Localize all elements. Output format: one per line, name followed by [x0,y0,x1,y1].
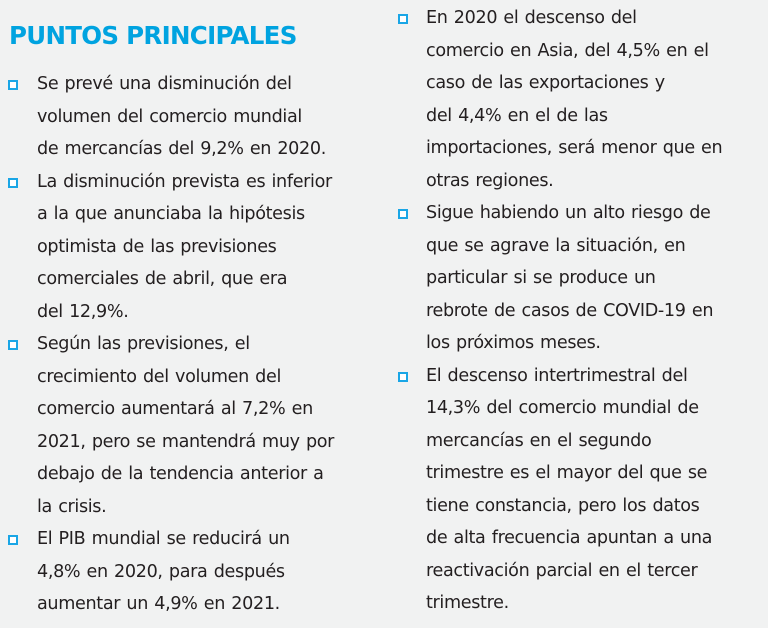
bullet-item [0,328,377,523]
bullet-line: aumentar un 4,9% en 2021. [37,594,280,614]
bullet-line: trimestre es el mayor del que se [426,463,708,483]
bullet-line: 4,8% en 2020, para después [37,561,285,582]
square-bullet-icon [8,178,18,188]
bullet-line: comercio en Asia, del 4,5% en el [426,40,709,61]
bullet-line: optimista de las previsiones [37,236,277,257]
square-bullet-icon [398,372,408,382]
square-bullet-icon [8,80,18,90]
bullet-item [392,197,766,360]
bullet-line: Se prevé una disminución del [37,74,292,94]
right-bullet-list [392,2,768,620]
bullet-item [392,360,766,620]
bullet-line: otras regiones. [426,170,554,191]
bullet-line: del 12,9%. [37,301,129,322]
bullet-line: volumen del comercio mundial [37,106,302,127]
bullet-line: que se agrave la situación, en [426,235,686,256]
bullet-line: tiene constancia, pero los datos [426,495,700,516]
bullet-line: El descenso intertrimestral del [426,365,688,386]
bullet-line: 14,3% del comercio mundial de [426,398,699,418]
bullet-line: comercio aumentará al 7,2% en [37,399,313,419]
bullet-line: trimestre. [426,593,509,613]
bullet-line: En 2020 el descenso del [426,8,637,28]
bullet-line: El PIB mundial se reducirá un [37,529,290,549]
bullet-item [0,68,377,166]
bullet-line: reactivación parcial en el tercer [426,560,698,581]
bullet-line: debajo de la tendencia anterior a [37,464,324,484]
bullet-line: de alta frecuencia apuntan a una [426,528,713,548]
bullet-line: Sigue habiendo un alto riesgo de [426,203,711,223]
square-bullet-icon [398,14,408,24]
bullet-item [0,166,377,329]
bullet-line: la crisis. [37,496,107,517]
bullet-line: importaciones, será menor que en [426,138,723,158]
left-bullet-list [0,68,384,621]
bullet-line: los próximos meses. [426,333,601,353]
bullet-line: 2021, pero se mantendrá muy por [37,431,335,452]
bullet-line: a la que anunciaba la hipótesis [37,204,305,224]
bullet-line: de mercancías del 9,2% en 2020. [37,139,326,159]
bullet-line: caso de las exportaciones y [426,73,665,93]
bullet-line: particular si se produce un [426,268,656,288]
section-title: PUNTOS PRINCIPALES [9,21,297,50]
bullet-line: rebrote de casos de COVID-19 en [426,300,714,321]
bullet-line: Según las previsiones, el [37,334,250,354]
bullet-line: comerciales de abril, que era [37,269,288,289]
bullet-item [0,523,377,621]
bullet-line: La disminución prevista es inferior [37,171,332,192]
bullet-line: crecimiento del volumen del [37,366,281,387]
square-bullet-icon [8,340,18,350]
square-bullet-icon [8,535,18,545]
bullet-item [392,2,766,197]
square-bullet-icon [398,209,408,219]
bullet-line: del 4,4% en el de las [426,105,608,126]
bullet-line: mercancías en el segundo [426,430,652,451]
